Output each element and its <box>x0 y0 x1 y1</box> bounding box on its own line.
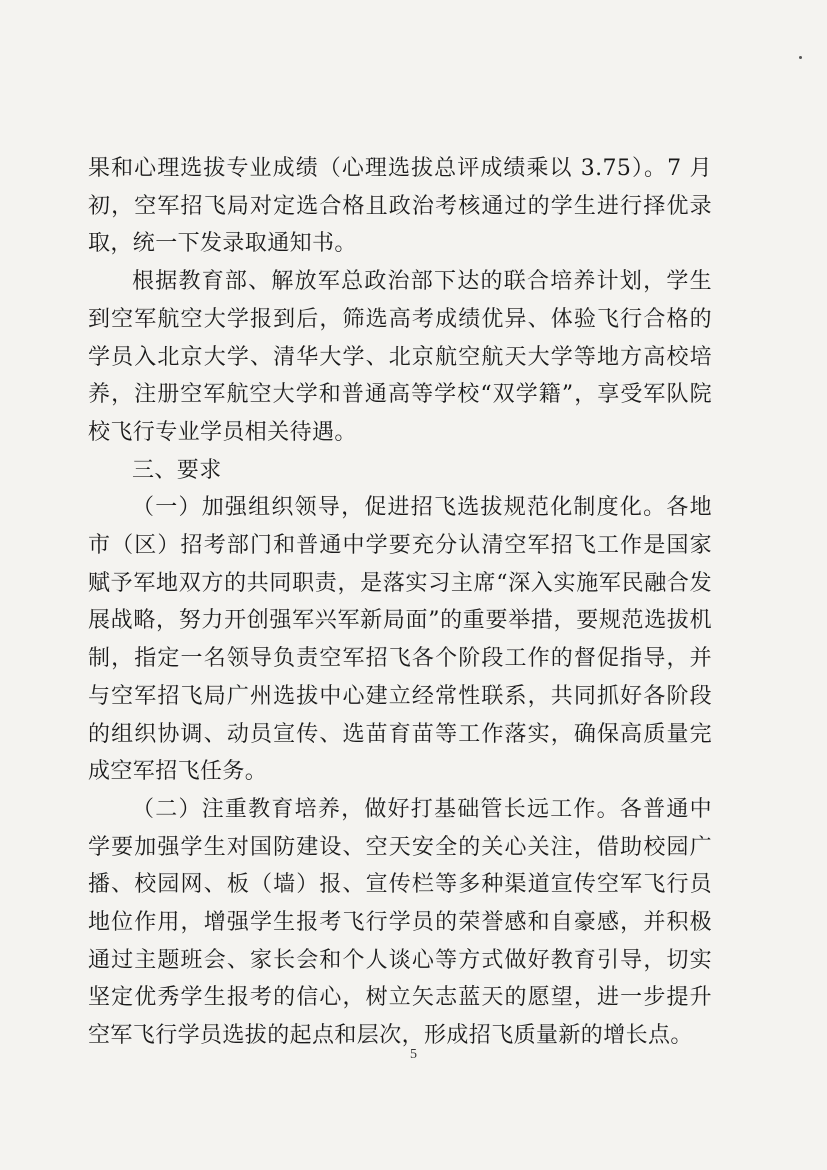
paragraph-organization: （一）加强组织领导，促进招飞选拔规范化制度化。各地市（区）招考部门和普通中学要充分认清空军招飞工作是国家赋予军地双方的共同职责，是落实习主席“深入实施军民融合发展战略，努力开创强军兴军新局面”的重要举措，要规范选拔机制，指定一名领导负责空军招飞各个阶段工作的督促指导，并与空军招飞局广州选拔中心建立经常性联系，共同抓好各阶段的组织协调、动员宣传、选苗育苗等工作落实，确保高质量完成空军招飞任务。 <box>88 495 712 785</box>
section-heading-requirements: 三、要求 <box>132 457 222 483</box>
page-number: 5 <box>410 1047 417 1062</box>
scan-speck <box>799 56 802 59</box>
paragraph-continuation: 果和心理选拔专业成绩（心理选拔总评成绩乘以 3.75）。7 月初，空军招飞局对定选合格且政治考核通过的学生进行择优录取，统一下发录取通知书。 <box>88 156 712 257</box>
paragraph-training-plan: 根据教育部、解放军总政治部下达的联合培养计划，学生到空军航空大学报到后，筛选高考成绩优异、体验飞行合格的学员入北京大学、清华大学、北京航空航天大学等地方高校培养，注册空军航空大学和普通高等学校“双学籍”，享受军队院校飞行专业学员相关待遇。 <box>88 269 712 445</box>
paragraph-education: （二）注重教育培养，做好打基础管长远工作。各普通中学要加强学生对国防建设、空天安全的关心关注，借助校园广播、校园网、板（墙）报、宣传栏等多种渠道宣传空军飞行员地位作用，增强学生报考飞行学员的荣誉感和自豪感，并积极通过主题班会、家长会和个人谈心等方式做好教育引导，切实坚定优秀学生报考的信心，树立矢志蓝天的愿望，进一步提升空军飞行学员选拔的起点和层次，形成招飞质量新的增长点。 <box>88 796 712 1049</box>
document-body <box>88 150 712 1055</box>
